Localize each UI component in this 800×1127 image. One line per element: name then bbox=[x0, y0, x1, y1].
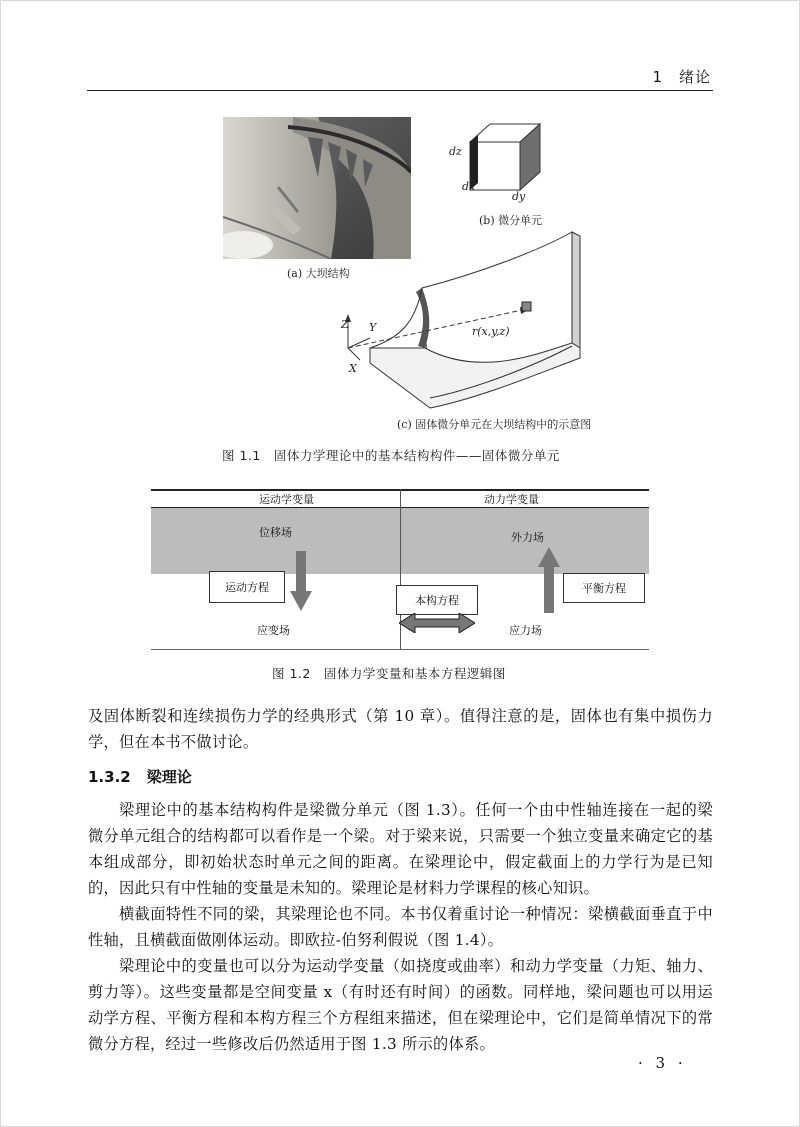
chapter-number: 1 bbox=[652, 68, 663, 86]
subcaption-c: (c) 固体微分单元在大坝结构中的示意图 bbox=[397, 418, 592, 431]
axis-label-x: X bbox=[349, 362, 357, 375]
subcaption-a: (a) 大坝结构 bbox=[287, 267, 350, 280]
section-number: 1.3.2 bbox=[88, 768, 131, 786]
axis-label-y: Y bbox=[369, 321, 377, 334]
strain-field: 应变场 bbox=[257, 624, 290, 637]
paragraph-1: 梁理论中的基本结构构件是梁微分单元（图 1.3）。任何一个由中性轴连接在一起的梁微分单元组合的结构都可以看作是一个梁。对于梁来说，只需要一个独立变量来确定它的基本组成部分，即初始状态时单元之间的距离。在梁理论中，假定截面上的力学行为是已知的，因此只有中性轴的变量是未知的。梁理论是材料力学课程的核心知识。 bbox=[88, 801, 713, 897]
equilibrium-equation-box: 平衡方程 bbox=[563, 573, 645, 603]
cube-label-dz: dz bbox=[449, 145, 462, 158]
paragraph-3: 梁理论中的变量也可以分为运动学变量（如挠度或曲率）和动力学变量（力矩、轴力、剪力等）。这些变量都是空间变量 x（有时还有时间）的函数。同样地，梁问题也可以用运动学方程、平衡方程和本构方程三个方程组来描述，但在梁理论中，它们是简单情况下的常微分方程，经过一些修改后仍然适用于图 1.3 所示的体系。 bbox=[88, 957, 713, 1053]
page-number: · 3 · bbox=[638, 1054, 687, 1072]
subcaption-b: (b) 微分单元 bbox=[479, 214, 543, 227]
external-force-field: 外力场 bbox=[511, 531, 544, 544]
stress-field: 应力场 bbox=[509, 624, 542, 637]
paragraph-intro: 及固体断裂和连续损伤力学的经典形式（第 10 章）。值得注意的是，固体也有集中损伤力学，但在本书不做讨论。 bbox=[88, 707, 713, 751]
cube-label-dy: dy bbox=[512, 190, 526, 203]
col-header-dynamic: 动力学变量 bbox=[484, 493, 539, 506]
running-header bbox=[87, 64, 713, 91]
down-arrow-icon bbox=[289, 551, 313, 613]
cube-label-dx: dx bbox=[462, 180, 476, 193]
constitutive-equation-box: 本构方程 bbox=[396, 585, 478, 615]
position-vector-label: r(x,y,z) bbox=[472, 325, 510, 338]
displacement-field: 位移场 bbox=[259, 526, 292, 539]
figure-1-2-diagram bbox=[151, 489, 649, 650]
axis-label-z: Z bbox=[341, 318, 349, 331]
paragraph-2: 横截面特性不同的梁，其梁理论也不同。本书仅着重讨论一种情况：梁横截面垂直于中性轴，且横截面做刚体运动。即欧拉-伯努利假说（图 1.4）。 bbox=[88, 905, 713, 949]
kinematic-equation-box: 运动方程 bbox=[209, 571, 285, 603]
chapter-title: 绪论 bbox=[678, 68, 711, 86]
col-header-kinematic: 运动学变量 bbox=[259, 493, 314, 506]
differential-cube bbox=[440, 120, 550, 202]
up-arrow-icon bbox=[537, 547, 561, 613]
double-arrow-icon bbox=[399, 613, 475, 633]
figure-1-1-caption: 图 1.1 固体力学理论中的基本结构构件——固体微分单元 bbox=[222, 448, 560, 463]
section-heading bbox=[88, 766, 192, 787]
section-title: 梁理论 bbox=[146, 768, 192, 786]
figure-1-2-caption: 图 1.2 固体力学变量和基本方程逻辑图 bbox=[272, 666, 506, 681]
